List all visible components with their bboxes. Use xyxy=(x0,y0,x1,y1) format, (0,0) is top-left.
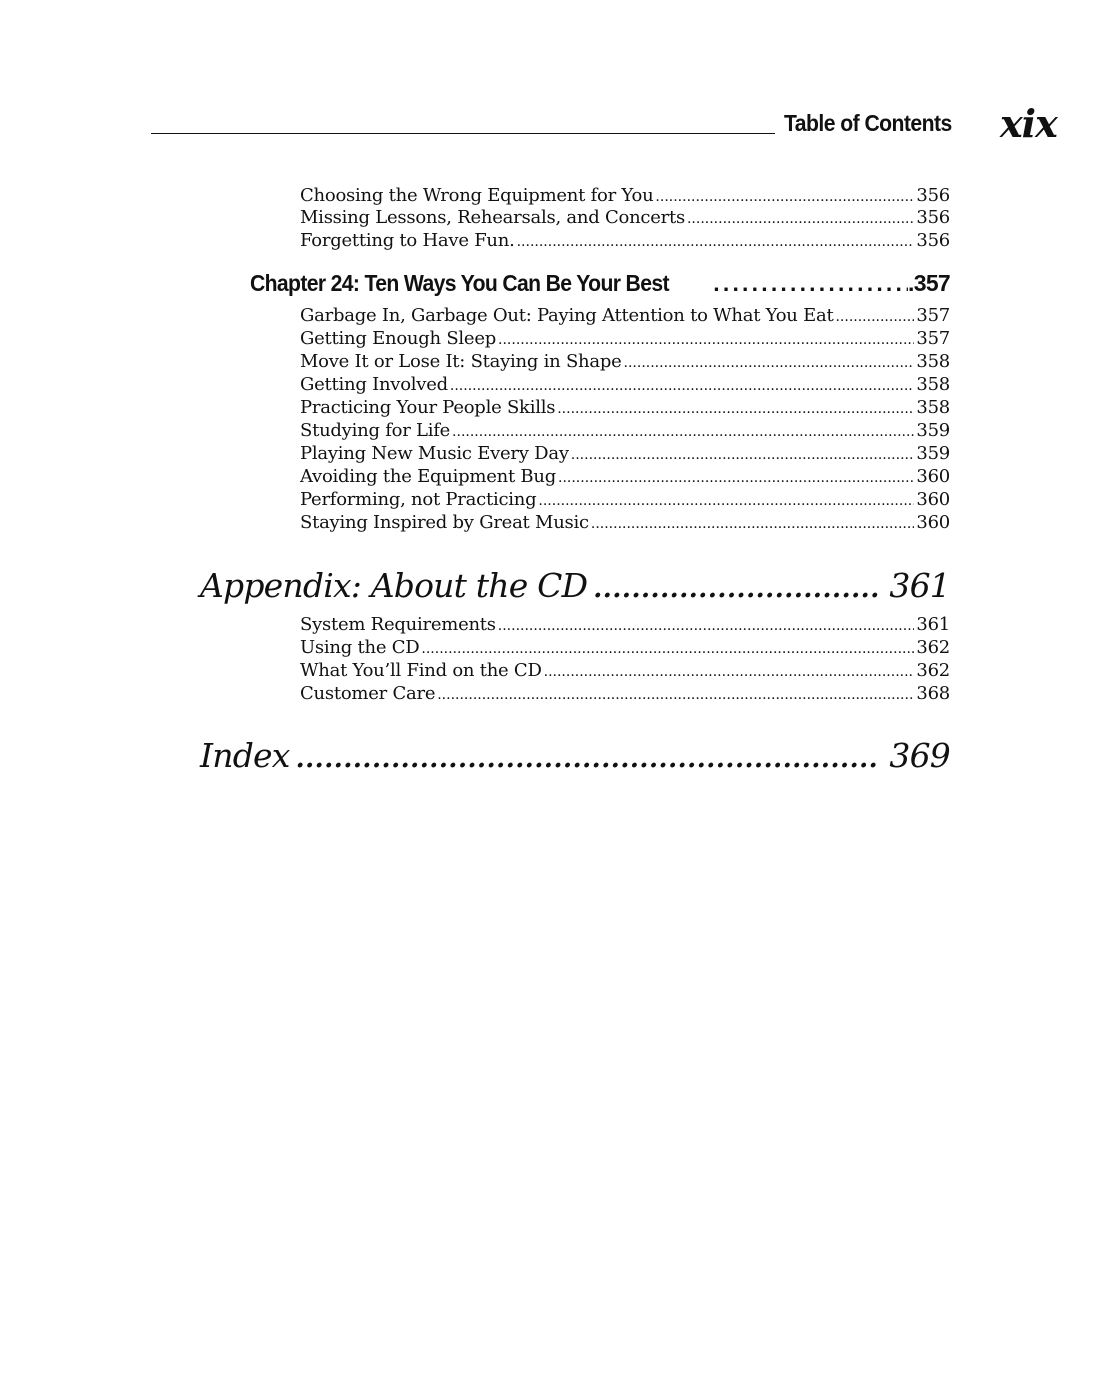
dot-leader xyxy=(713,268,908,298)
dot-leader xyxy=(571,444,915,467)
toc-entry-page: 360 xyxy=(916,466,950,487)
dot-leader xyxy=(687,208,914,231)
toc-entry-label: What You’ll Find on the CD xyxy=(300,660,542,681)
toc-entry-label: System Requirements xyxy=(300,614,496,635)
toc-entry-page: 368 xyxy=(916,683,950,704)
toc-entry-label: Studying for Life xyxy=(300,420,451,441)
dot-leader xyxy=(558,467,914,490)
toc-entry[interactable] xyxy=(300,488,950,511)
toc-entry[interactable] xyxy=(300,184,950,207)
dot-leader xyxy=(538,490,914,513)
toc-entry[interactable] xyxy=(300,229,950,252)
toc-entry[interactable] xyxy=(300,373,950,396)
toc-entry-page: 357 xyxy=(916,328,950,349)
toc-entry-page: 359 xyxy=(916,443,950,464)
toc-entry-label: Choosing the Wrong Equipment for You xyxy=(300,185,654,206)
chapter-title: Chapter 24: Ten Ways You Can Be Your Best xyxy=(250,270,669,296)
toc-entry-page: 360 xyxy=(916,489,950,510)
toc-entry-label: Getting Involved xyxy=(300,374,448,395)
toc-entry[interactable] xyxy=(300,613,950,636)
dot-leader xyxy=(437,684,914,707)
running-header-title: Table of Contents xyxy=(784,110,952,136)
toc-entry-page: 361 xyxy=(916,614,950,635)
toc-entry[interactable] xyxy=(300,659,950,682)
chapter-page: .357 xyxy=(908,270,950,296)
dot-leader xyxy=(517,231,915,254)
toc-entry-page: 360 xyxy=(916,512,950,533)
toc-entry-label: Garbage In, Garbage Out: Paying Attention to What You Eat xyxy=(300,305,834,326)
toc-entry[interactable] xyxy=(300,350,950,373)
toc-entry-page: 358 xyxy=(916,351,950,372)
dot-leader xyxy=(835,306,914,329)
toc-entry[interactable] xyxy=(300,327,950,350)
dot-leader xyxy=(498,615,915,638)
toc-entry-page: 358 xyxy=(916,374,950,395)
dot-leader xyxy=(450,375,914,398)
dot-leader xyxy=(421,638,914,661)
index-heading[interactable] xyxy=(200,734,950,778)
dot-leader xyxy=(296,737,880,781)
chapter-24-heading[interactable] xyxy=(250,268,950,298)
toc-entry[interactable] xyxy=(300,396,950,419)
toc-entry-page: 357 xyxy=(916,305,950,326)
dot-leader xyxy=(452,421,914,444)
toc-entry-label: Customer Care xyxy=(300,683,436,704)
toc-entry[interactable] xyxy=(300,304,950,327)
appendix-page: 361 xyxy=(889,566,950,605)
toc-entry[interactable] xyxy=(300,442,950,465)
toc-entry-label: Staying Inspired by Great Music xyxy=(300,512,589,533)
dot-leader xyxy=(557,398,914,421)
toc-entry-page: 356 xyxy=(916,207,950,228)
index-page: 369 xyxy=(889,736,950,775)
toc-entry[interactable] xyxy=(300,465,950,488)
toc-entry-label: Missing Lessons, Rehearsals, and Concerts xyxy=(300,207,685,228)
dot-leader xyxy=(498,329,914,352)
header-rule xyxy=(151,133,775,134)
toc-entry-page: 362 xyxy=(916,660,950,681)
dot-leader xyxy=(544,661,915,684)
dot-leader xyxy=(593,567,879,611)
index-title: Index xyxy=(200,736,290,775)
toc-entry[interactable] xyxy=(300,682,950,705)
toc-entry-label: Practicing Your People Skills xyxy=(300,397,556,418)
toc-entry[interactable] xyxy=(300,636,950,659)
toc-entry[interactable] xyxy=(300,511,950,534)
toc-entry-label: Avoiding the Equipment Bug xyxy=(300,466,556,487)
toc-entry-label: Using the CD xyxy=(300,637,420,658)
page-number: xix xyxy=(1000,101,1057,146)
toc-entry-label: Getting Enough Sleep xyxy=(300,328,497,349)
toc-entry-page: 358 xyxy=(916,397,950,418)
toc-entry[interactable] xyxy=(300,206,950,229)
toc-entry-label: Playing New Music Every Day xyxy=(300,443,569,464)
toc-entry-label: Move It or Lose It: Staying in Shape xyxy=(300,351,622,372)
appendix-title: Appendix: About the CD xyxy=(200,566,588,605)
toc-entry-label: Forgetting to Have Fun. xyxy=(300,230,515,251)
dot-leader xyxy=(624,352,915,375)
toc-entry-page: 356 xyxy=(916,230,950,251)
toc-entry-page: 362 xyxy=(916,637,950,658)
toc-entry-page: 359 xyxy=(916,420,950,441)
toc-entry-label: Performing, not Practicing xyxy=(300,489,537,510)
appendix-heading[interactable] xyxy=(200,564,950,608)
toc-entry[interactable] xyxy=(300,419,950,442)
toc-entry-page: 356 xyxy=(916,185,950,206)
dot-leader xyxy=(591,513,915,536)
